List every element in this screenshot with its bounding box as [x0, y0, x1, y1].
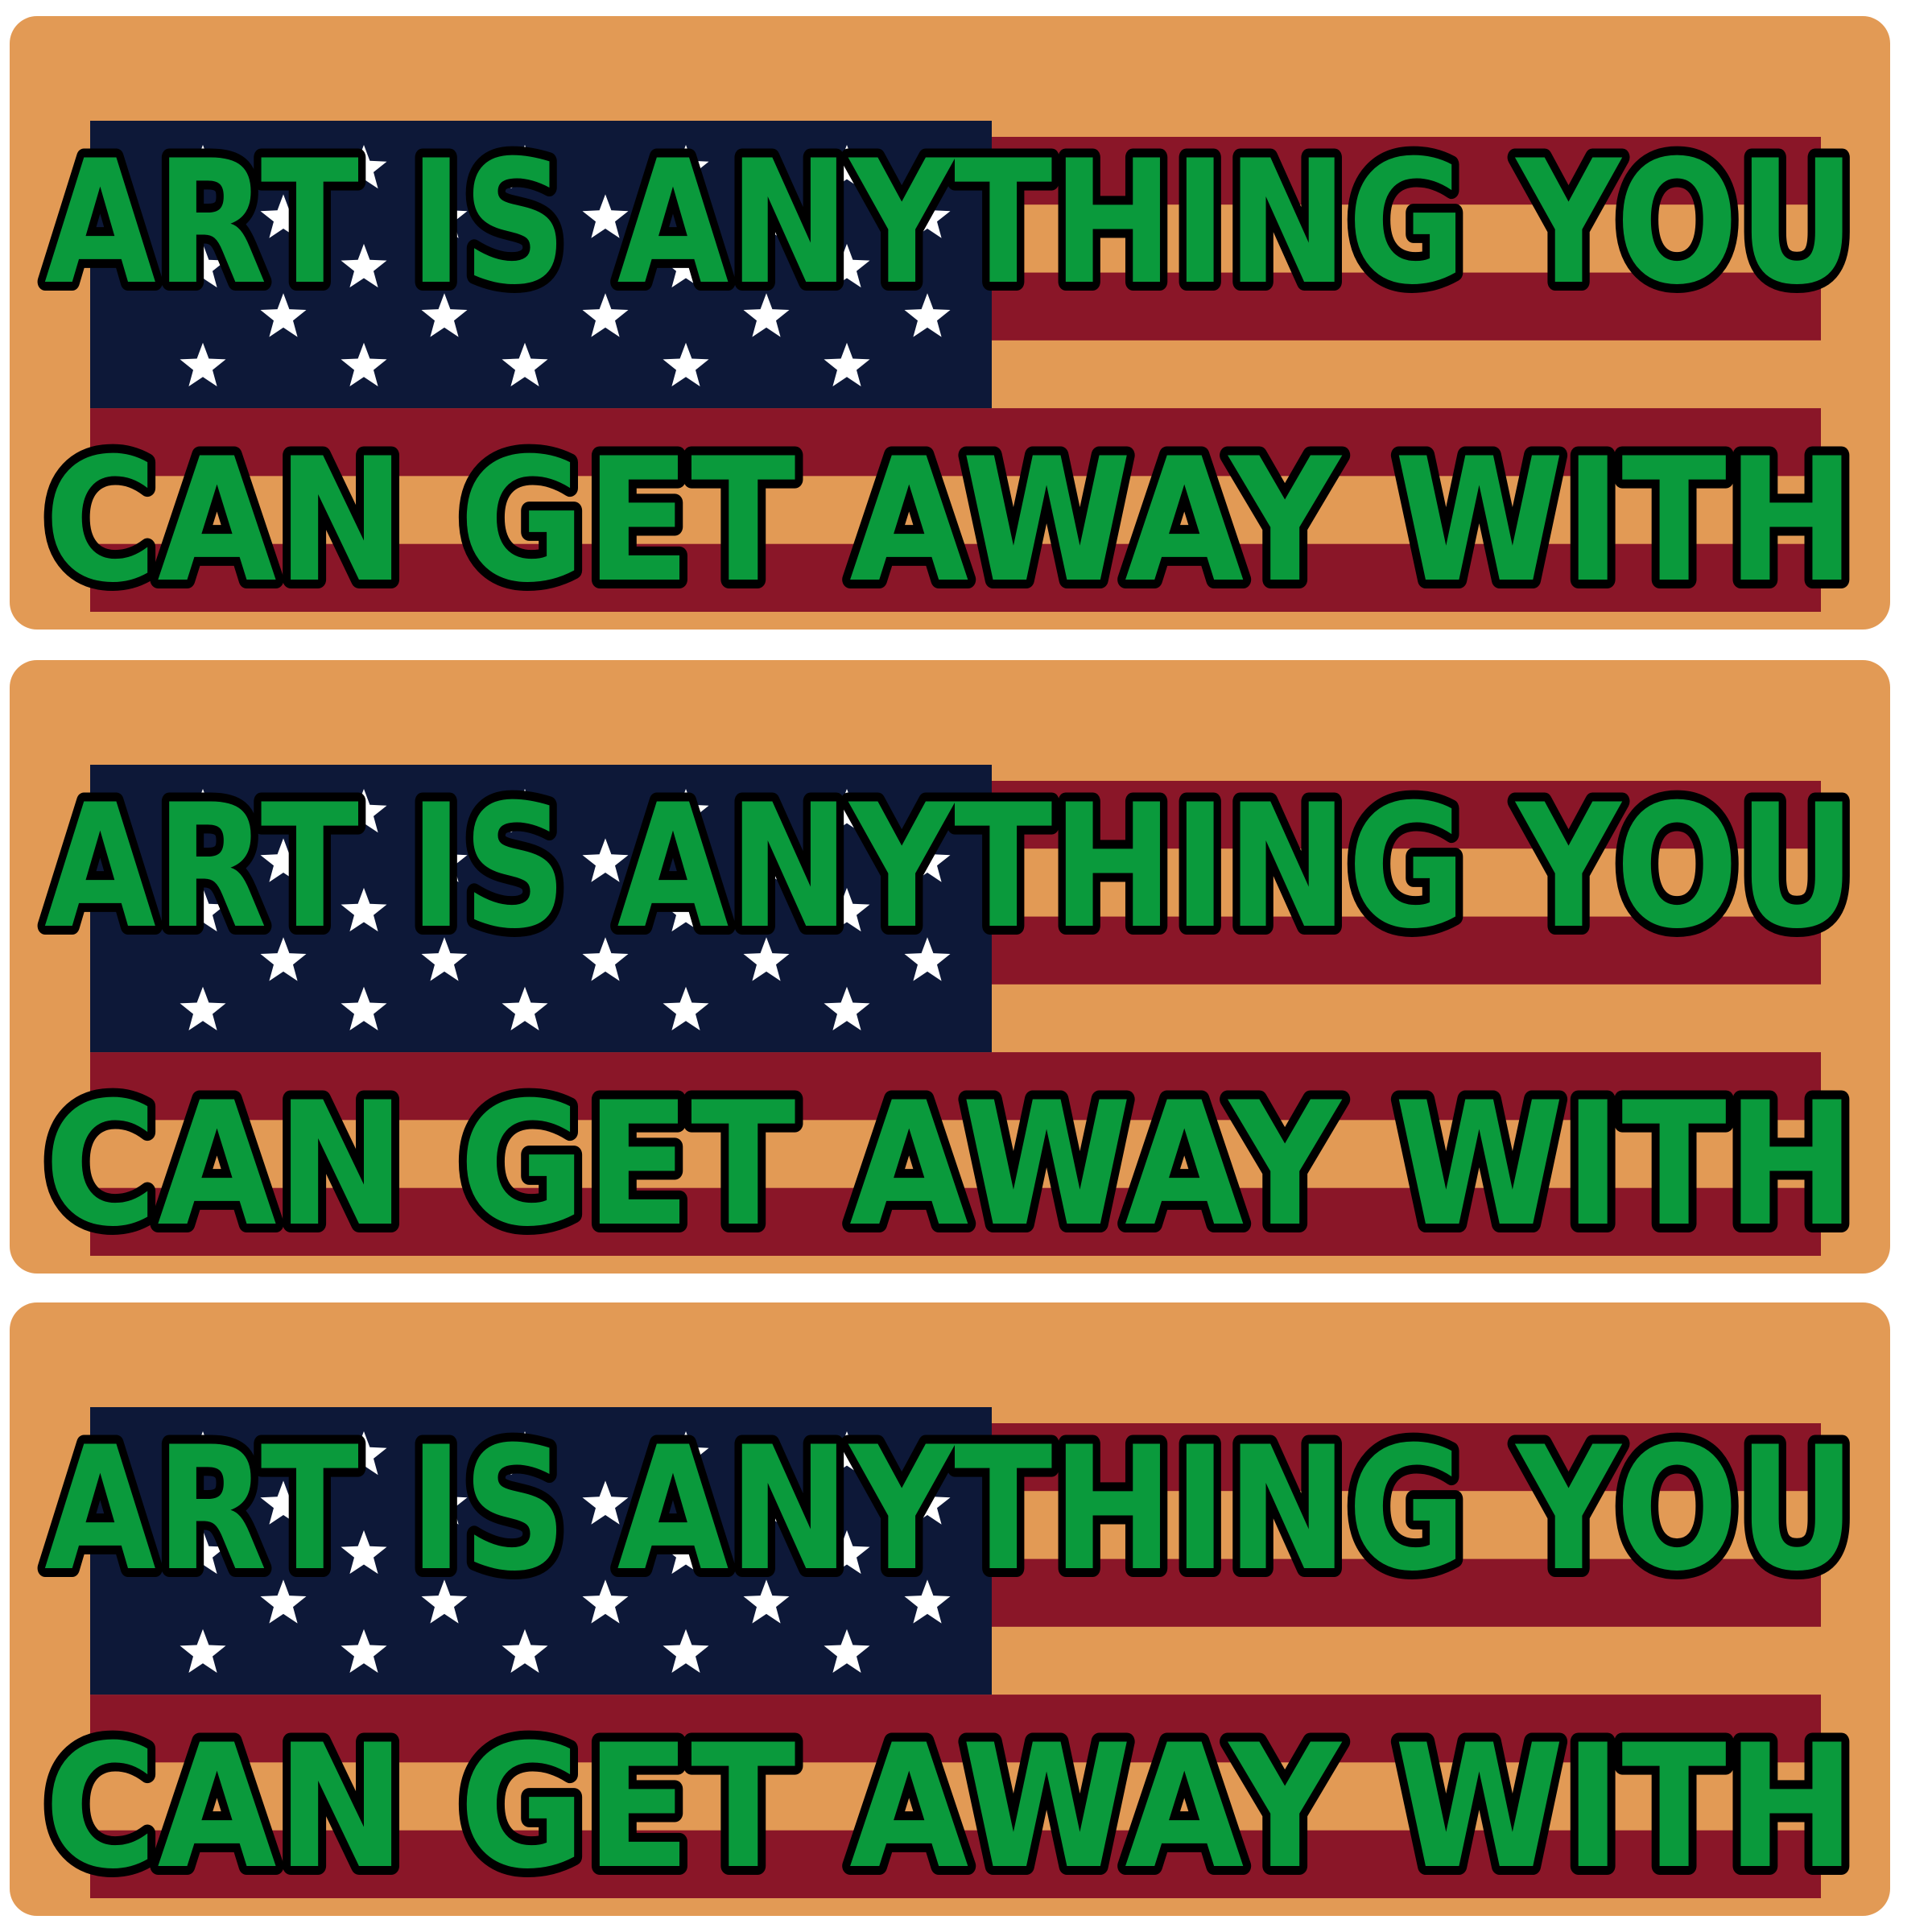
slogan: [10, 16, 1890, 630]
slogan-line-1: ART IS ANYTHING YOU: [44, 1410, 1856, 1608]
sticker-1: [10, 16, 1890, 630]
slogan: [10, 660, 1890, 1274]
slogan-line-2: CAN GET AWAY WITH: [44, 1707, 1856, 1906]
slogan-line-1: ART IS ANYTHING YOU: [44, 767, 1856, 966]
slogan-line-1: ART IS ANYTHING YOU: [44, 123, 1856, 322]
slogan-line-2: CAN GET AWAY WITH: [44, 1065, 1856, 1264]
sticker-2: [10, 660, 1890, 1274]
slogan: [10, 1302, 1890, 1916]
slogan-line-2: CAN GET AWAY WITH: [44, 421, 1856, 620]
sticker-3: [10, 1302, 1890, 1916]
